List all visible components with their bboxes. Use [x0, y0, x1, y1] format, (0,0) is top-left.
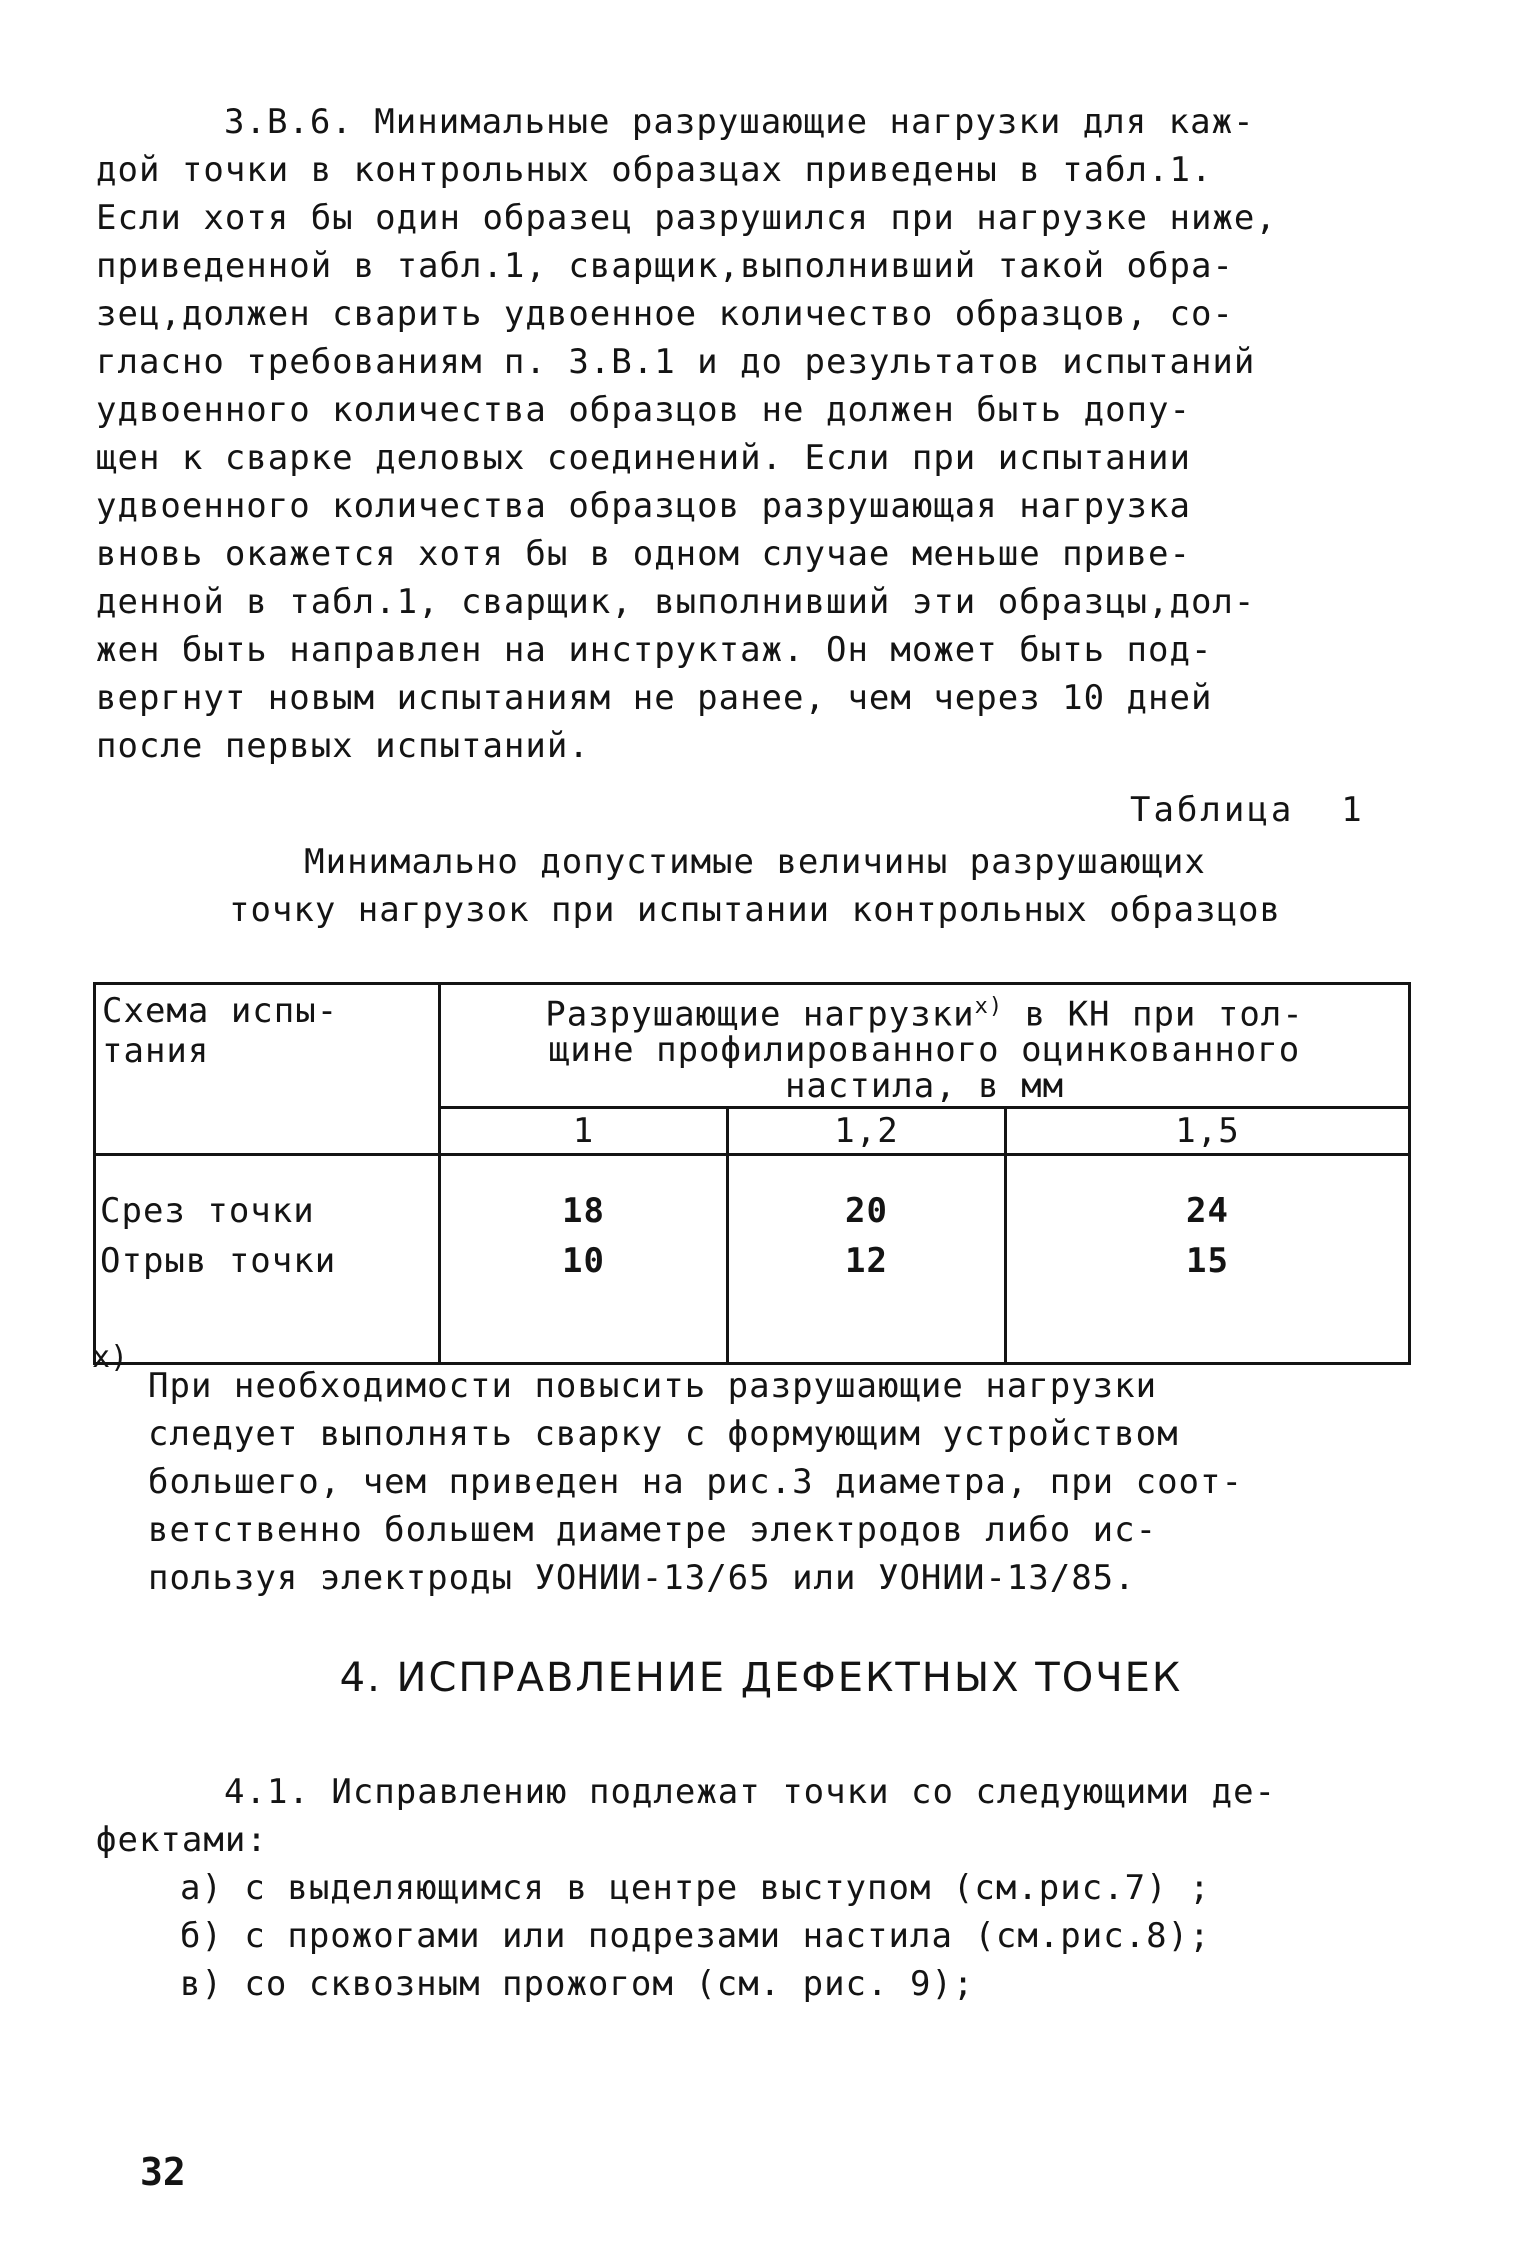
table-value: 10 [562, 1241, 605, 1282]
row-name: Срез точки [100, 1191, 315, 1232]
table-header-row [95, 984, 1410, 1108]
list-item: б) с прожогами или подрезами настила (см.рис.8); [180, 1916, 1211, 1956]
list-item: а) с выделяющимся в центре выступом (см.рис.7) ; [180, 1868, 1211, 1908]
values-cell [1006, 1155, 1410, 1364]
paragraph-line: щен к сварке деловых соединений. Если при испытании [96, 438, 1191, 478]
footnote-line: следует выполнять сварку с формующим устройством [148, 1414, 1179, 1454]
table-body-row [95, 1155, 1410, 1364]
loads-header-line: щине профилированного оцинкованного [548, 1030, 1301, 1071]
paragraph-4-1 [96, 1768, 1426, 2008]
table-caption [90, 838, 1420, 934]
table-value: 24 [1186, 1191, 1229, 1232]
table-value: 20 [845, 1191, 888, 1232]
paragraph-line: фектами: [96, 1820, 268, 1860]
paragraph-3b6 [96, 98, 1426, 770]
paragraph-line: 4.1. Исправлению подлежат точки со следующими де- [224, 1772, 1277, 1812]
paragraph-line: приведенной в табл.1, сварщик,выполнивший такой обра- [96, 246, 1234, 286]
paragraph-line: удвоенного количества образцов разрушающая нагрузка [96, 486, 1191, 526]
paragraph-line: жен быть направлен на инструктаж. Он может быть под- [96, 630, 1213, 670]
paragraph-line: вергнут новым испытаниям не ранее, чем через 10 дней [96, 678, 1213, 718]
page-number: 32 [140, 2150, 186, 2194]
values-cell [728, 1155, 1006, 1364]
thickness-cell: 1,2 [728, 1108, 1006, 1155]
thickness-cell: 1 [440, 1108, 728, 1155]
scheme-header-cell [95, 984, 440, 1155]
list-item: в) со сквозным прожогом (см. рис. 9); [180, 1964, 975, 2004]
paragraph-line: зец,должен сварить удвоенное количество образцов, со- [96, 294, 1234, 334]
paragraph-line: 3.В.6. Минимальные разрушающие нагрузки для каж- [224, 102, 1255, 142]
loads-header-line: Разрушающие нагрузки [545, 994, 975, 1035]
row-name: Отрыв точки [100, 1241, 337, 1282]
caption-line: Минимально допустимые величины разрушающих [304, 842, 1206, 882]
loads-header-line: настила, в мм [784, 1066, 1065, 1107]
loads-header-line: в КН при тол- [1024, 994, 1304, 1035]
values-cell [440, 1155, 728, 1364]
paragraph-line: после первых испытаний. [96, 726, 590, 766]
table-value: 15 [1186, 1241, 1229, 1282]
paragraph-line: удвоенного количества образцов не должен быть допу- [96, 390, 1191, 430]
footnote-line: ветственно большем диаметре электродов либо ис- [148, 1510, 1158, 1550]
caption-line: точку нагрузок при испытании контрольных образцов [228, 890, 1282, 930]
scheme-header-line: Схема испы- [102, 991, 339, 1031]
paragraph-line: вновь окажется хотя бы в одном случае меньше приве- [96, 534, 1191, 574]
footnote-line: пользуя электроды УОНИИ-13/65 или УОНИИ-13/85. [148, 1558, 1136, 1598]
footnote-line: При необходимости повысить разрушающие нагрузки [148, 1366, 1158, 1406]
section-heading: 4. ИСПРАВЛЕНИЕ ДЕФЕКТНЫХ ТОЧЕК [339, 1655, 1183, 1701]
footnote-ref: x) [974, 994, 1004, 1019]
table-label: Таблица 1 [1130, 790, 1365, 830]
paragraph-line: дой точки в контрольных образцах приведены в табл.1. [96, 150, 1213, 190]
table-value: 18 [562, 1191, 605, 1232]
paragraph-line: гласно требованиям п. 3.В.1 и до результатов испытаний [96, 342, 1256, 382]
footnote-line: большего, чем приведен на рис.3 диаметра, при соот- [148, 1462, 1243, 1502]
thickness-cell: 1,5 [1006, 1108, 1410, 1155]
scheme-header-line: тания [102, 1031, 210, 1071]
row-names-cell [95, 1155, 440, 1364]
footnote [148, 1362, 1418, 1602]
loads-table [93, 982, 1411, 1365]
table-value: 12 [845, 1241, 888, 1282]
paragraph-line: Если хотя бы один образец разрушился при нагрузке ниже, [96, 198, 1277, 238]
loads-header-cell [440, 984, 1410, 1108]
footnote-marker: x) [92, 1340, 129, 1375]
paragraph-line: денной в табл.1, сварщик, выполнивший эти образцы,дол- [96, 582, 1256, 622]
